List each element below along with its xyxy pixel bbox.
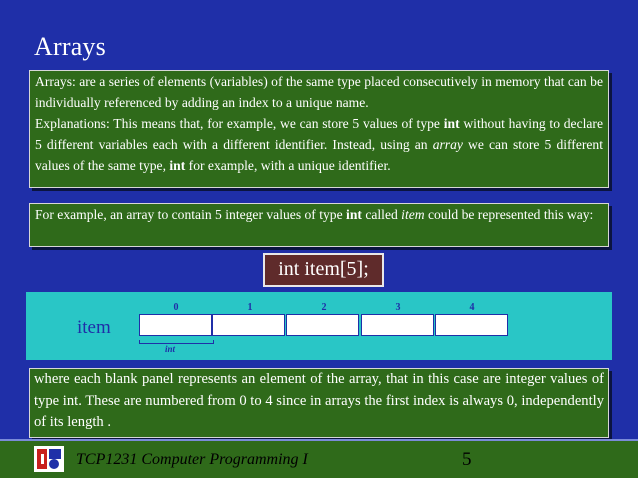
example-part: could be represented this way: — [424, 207, 594, 222]
example-text — [35, 204, 603, 225]
explanation-part: Explanations: This means that, for example, we can store 5 values of type — [35, 116, 444, 131]
index-label-3: 3 — [395, 302, 401, 313]
slide-title: Arrays — [34, 32, 106, 61]
element-type-label: int — [165, 344, 176, 354]
element-size-bracket — [139, 340, 214, 344]
term-item: item — [401, 207, 425, 222]
explanation-paragraph: where each blank panel represents an element of the array, that in this case are integer values of type int. These are numbered from 0 to 4 since in arrays the first index is always 0, independently of its length . — [34, 371, 604, 430]
example-part: For example, an array to contain 5 integer values of type — [35, 207, 347, 222]
array-cell-4 — [435, 314, 508, 336]
definition-box — [29, 70, 609, 188]
keyword-int: int — [169, 158, 186, 173]
example-box — [29, 203, 609, 247]
explanation-box — [29, 368, 609, 438]
page-number: 5 — [462, 449, 472, 470]
index-label-1: 1 — [247, 302, 253, 313]
explanation-text — [35, 113, 603, 176]
footer-course-name: TCP1231 Computer Programming I — [76, 451, 308, 468]
term-array: array — [432, 137, 463, 152]
array-declaration: int item[5]; — [263, 253, 384, 287]
explanation-part: without having to declare 5 different variables each with a different identifier. Instead, using an — [35, 116, 603, 152]
array-cell-0 — [139, 314, 212, 336]
array-cell-3 — [361, 314, 434, 336]
keyword-int: int — [346, 207, 362, 222]
definition-text: Arrays: are a series of elements (variables) of the same type placed consecutively in memory that can be individually referenced by adding an index to a unique name. — [35, 74, 603, 110]
explanation-part: for example, with a unique identifier. — [185, 158, 391, 173]
array-cell-2 — [286, 314, 359, 336]
example-part: called — [361, 207, 402, 222]
explanation-part: we can store 5 different values of the same type, — [35, 137, 603, 173]
array-name-label: item — [77, 317, 111, 338]
index-label-0: 0 — [173, 302, 179, 313]
index-label-2: 2 — [321, 302, 327, 313]
index-label-4: 4 — [469, 302, 475, 313]
university-logo-icon — [34, 446, 64, 472]
array-cell-1 — [212, 314, 285, 336]
keyword-int: int — [443, 116, 460, 131]
